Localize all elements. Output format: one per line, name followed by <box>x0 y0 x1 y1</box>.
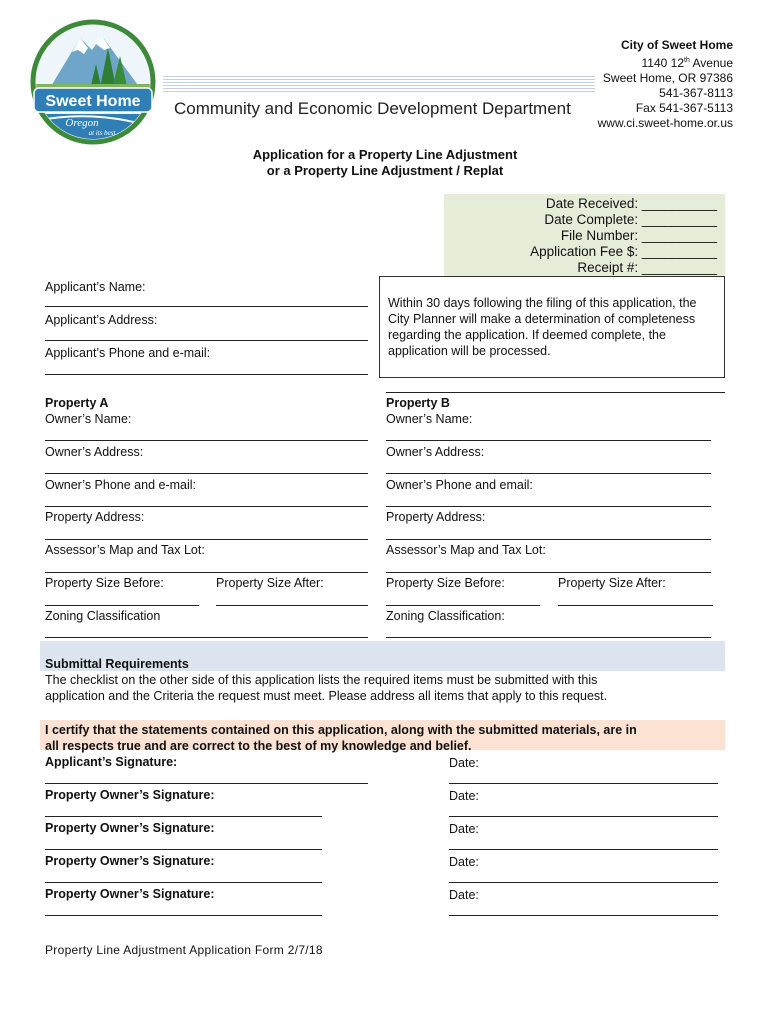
owner-3-date-field[interactable] <box>449 882 718 883</box>
property-b-address-label: Property Address: <box>386 510 486 524</box>
applicant-signature-label: Applicant’s Signature: <box>45 755 178 769</box>
property-a-owner-name-field[interactable] <box>45 440 368 441</box>
applicant-date-field[interactable] <box>449 783 718 784</box>
application-fee: Application Fee $: __________ <box>530 244 717 259</box>
applicant-name-field[interactable] <box>45 306 368 307</box>
owner-2-date-field[interactable] <box>449 849 718 850</box>
owner-signature-4-label: Property Owner’s Signature: <box>45 887 215 901</box>
applicant-phone-field[interactable] <box>45 374 368 375</box>
property-b-owner-name-field[interactable] <box>386 440 711 441</box>
property-b-size-before-field[interactable] <box>386 605 540 606</box>
receipt-number: Receipt #: __________ <box>577 260 717 275</box>
certification-text-2: all respects true and are correct to the best of my knowledge and belief. <box>45 739 472 753</box>
property-b-map-tax-field[interactable] <box>386 572 711 573</box>
logo-name: Sweet Home <box>45 93 141 110</box>
file-number: File Number: __________ <box>560 228 717 243</box>
city-website: www.ci.sweet-home.or.us <box>597 116 733 130</box>
property-b-map-tax-label: Assessor’s Map and Tax Lot: <box>386 543 546 557</box>
owner-signature-3-label: Property Owner’s Signature: <box>45 854 215 868</box>
property-b-owner-address-field[interactable] <box>386 473 711 474</box>
property-b-size-before-label: Property Size Before: <box>386 576 505 590</box>
office-use-box <box>444 194 725 276</box>
property-a-size-after-label: Property Size After: <box>216 576 324 590</box>
logo-sub: Oregon <box>65 117 99 129</box>
property-a-map-tax-field[interactable] <box>45 572 368 573</box>
owner-signature-2-field[interactable] <box>45 849 322 850</box>
applicant-address-label: Applicant’s Address: <box>45 313 158 327</box>
owner-1-date-field[interactable] <box>449 816 718 817</box>
property-b-zoning-label: Zoning Classification: <box>386 609 505 623</box>
property-a-zoning-field[interactable] <box>45 637 368 638</box>
city-contact-block <box>598 38 733 131</box>
owner-signature-3-field[interactable] <box>45 882 322 883</box>
applicant-name-label: Applicant’s Name: <box>45 280 146 294</box>
property-b-size-after-label: Property Size After: <box>558 576 666 590</box>
property-a-address-field[interactable] <box>45 539 368 540</box>
logo-tag: at its best <box>88 129 116 137</box>
city-phone: 541-367-8113 <box>659 86 733 100</box>
property-b-size-after-field[interactable] <box>558 605 713 606</box>
property-a-address-label: Property Address: <box>45 510 145 524</box>
owner-signature-1-label: Property Owner’s Signature: <box>45 788 215 802</box>
date-complete: Date Complete: __________ <box>544 212 717 227</box>
owner-signature-2-label: Property Owner’s Signature: <box>45 821 215 835</box>
owner-1-date-label: Date: <box>449 789 479 803</box>
applicant-signature-field[interactable] <box>45 783 368 784</box>
property-a-size-after-field[interactable] <box>216 605 368 606</box>
property-b-owner-name-label: Owner’s Name: <box>386 412 473 426</box>
property-b-address-field[interactable] <box>386 539 711 540</box>
owner-3-date-label: Date: <box>449 855 479 869</box>
property-a-owner-phone-field[interactable] <box>45 506 368 507</box>
applicant-phone-label: Applicant’s Phone and e-mail: <box>45 346 211 360</box>
property-a-owner-phone-label: Owner’s Phone and e-mail: <box>45 478 197 492</box>
owner-signature-4-field[interactable] <box>45 915 322 916</box>
form-title: Application for a Property Line Adjustment or a Property Line Adjustment / Replat <box>252 147 518 178</box>
form-footer: Property Line Adjustment Application Form 2/7/18 <box>45 943 323 957</box>
property-b-heading: Property B <box>386 396 450 410</box>
owner-signature-1-field[interactable] <box>45 816 322 817</box>
property-a-size-before-field[interactable] <box>45 605 199 606</box>
property-a-map-tax-label: Assessor’s Map and Tax Lot: <box>45 543 205 557</box>
owner-2-date-label: Date: <box>449 822 479 836</box>
applicant-address-field[interactable] <box>45 340 368 341</box>
completeness-notice: Within 30 days following the filing of this application, the City Planner will make a determination of completeness regarding the application. If deemed complete, the application will be processed. <box>379 276 725 378</box>
property-b-owner-address-label: Owner’s Address: <box>386 445 485 459</box>
notice-divider <box>386 392 725 393</box>
property-b-owner-phone-label: Owner’s Phone and email: <box>386 478 533 492</box>
department-name: Community and Economic Development Department <box>174 99 571 118</box>
certification-text-1: I certify that the statements contained on this application, along with the submitted materials, are in <box>45 723 637 737</box>
owner-4-date-field[interactable] <box>449 915 718 916</box>
sweet-home-logo <box>30 18 156 146</box>
city-name: City of Sweet Home <box>620 38 733 52</box>
property-b-owner-phone-field[interactable] <box>386 506 711 507</box>
submittal-heading: Submittal Requirements <box>45 657 189 671</box>
city-fax: Fax 541-367-5113 <box>635 101 733 115</box>
property-a-owner-name-label: Owner’s Name: <box>45 412 132 426</box>
header-stripe <box>163 74 595 92</box>
applicant-date-label: Date: <box>449 756 479 770</box>
property-a-size-before-label: Property Size Before: <box>45 576 164 590</box>
property-b-zoning-field[interactable] <box>386 637 711 638</box>
owner-4-date-label: Date: <box>449 888 479 902</box>
date-received: Date Received: __________ <box>545 196 717 211</box>
property-a-heading: Property A <box>45 396 109 410</box>
property-a-zoning-label: Zoning Classification <box>45 609 161 623</box>
property-a-owner-address-field[interactable] <box>45 473 368 474</box>
property-a-owner-address-label: Owner’s Address: <box>45 445 144 459</box>
city-citystate: Sweet Home, OR 97386 <box>602 71 733 85</box>
submittal-text-2: application and the Criteria the request must meet. Please address all items that apply to this request. <box>45 689 608 703</box>
city-address: 1140 12th Avenue <box>641 56 733 70</box>
submittal-text-1: The checklist on the other side of this application lists the required items must be submitted with this <box>45 673 598 687</box>
